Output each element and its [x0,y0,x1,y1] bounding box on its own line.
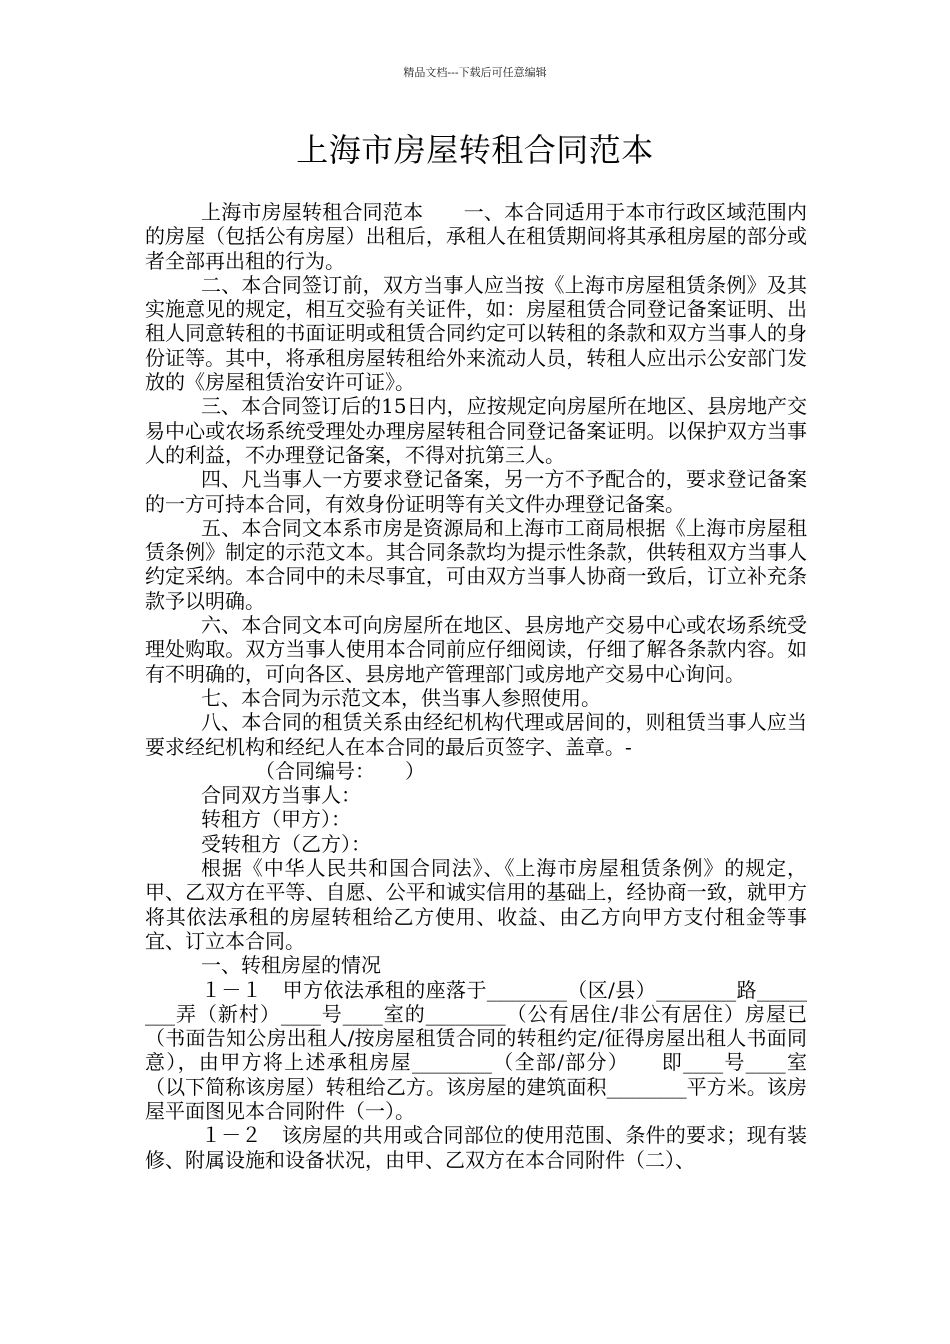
document-body [145,200,807,1172]
document-title: 上海市房屋转租合同范本 [296,131,654,169]
section-heading-1: 一、转租房屋的情况 [201,953,381,978]
paragraph-intro-7: 七、本合同为示范文本，供当事人参照使用。 [201,685,601,710]
paragraph-intro-5: 五、本合同文本系市房是资源局和上海市工商局根据《上海市房屋租赁条例》制定的示范文本。其合同条款均为提示性条款，供转租双方当事人约定采纳。本合同中的未尽事宜，可由双方当事人协商一致后，订立补充条款予以明确。 [145,515,807,613]
clause-1-1: １－１ 甲方依法承租的座落于________（区/县）________路________弄（新村）____号____室的________（公有居住/非公有居住）房屋已（书面告知公房出租人/按房屋租赁合同的转租约定/征得房屋出租人书面同意），由甲方将上述承租房屋________（全部/部分） 即____号____室（以下简称该房屋）转租给乙方。该房屋的建筑面积________平方米。该房屋平面图见本合同附件（一）。 [145,977,807,1123]
paragraph-intro-6: 六、本合同文本可向房屋所在地区、县房地产交易中心或农场系统受理处购取。双方当事人使用本合同前应仔细阅读，仔细了解各条款内容。如有不明确的，可向各区、县房地产管理部门或房地产交易中心询问。 [145,613,807,686]
paragraph-intro-4: 四、凡当事人一方要求登记备案，另一方不予配合的，要求登记备案的一方可持本合同，有效身份证明等有关文件办理登记备案。 [145,467,807,516]
party-a-line: 转租方（甲方）： [201,807,351,832]
parties-heading: 合同双方当事人： [201,783,361,808]
paragraph-intro-1: 上海市房屋转租合同范本 一、本合同适用于本市行政区域范围内的房屋（包括公有房屋）出租后，承租人在租赁期间将其承租房屋的部分或者全部再出租的行为。 [145,200,807,273]
header-note: 精品文档---下载后可任意编辑 [403,66,547,79]
paragraph-intro-8: 八、本合同的租赁关系由经纪机构代理或居间的，则租赁当事人应当要求经纪机构和经纪人在本合同的最后页签字、盖章。- [145,710,807,759]
contract-number-line: （合同编号： ） [255,758,425,783]
paragraph-intro-2: 二、本合同签订前，双方当事人应当按《上海市房屋租赁条例》及其实施意见的规定，相互交验有关证件，如：房屋租赁合同登记备案证明、出租人同意转租的书面证明或租赁合同约定可以转租的条款和双方当事人的身份证等。其中，将承租房屋转租给外来流动人员，转租人应出示公安部门发放的《房屋租赁治安许可证》。 [145,272,807,395]
party-b-line: 受转租方（乙方）： [201,831,371,856]
clause-1-2: １－２ 该房屋的共用或合同部位的使用范围、条件的要求；现有装修、附属设施和设备状况，由甲、乙双方在本合同附件（二）、 [145,1123,807,1172]
preamble-paragraph: 根据《中华人民共和国合同法》、《上海市房屋租赁条例》的规定，甲、乙双方在平等、自愿、公平和诚实信用的基础上，经协商一致，就甲方将其依法承租的房屋转租给乙方使用、收益、由乙方向甲方支付租金等事宜、订立本合同。 [145,856,807,953]
paragraph-intro-3: 三、本合同签订后的15日内，应按规定向房屋所在地区、县房地产交易中心或农场系统受理处办理房屋转租合同登记备案证明。以保护双方当事人的利益，不办理登记备案，不得对抗第三人。 [145,394,807,467]
